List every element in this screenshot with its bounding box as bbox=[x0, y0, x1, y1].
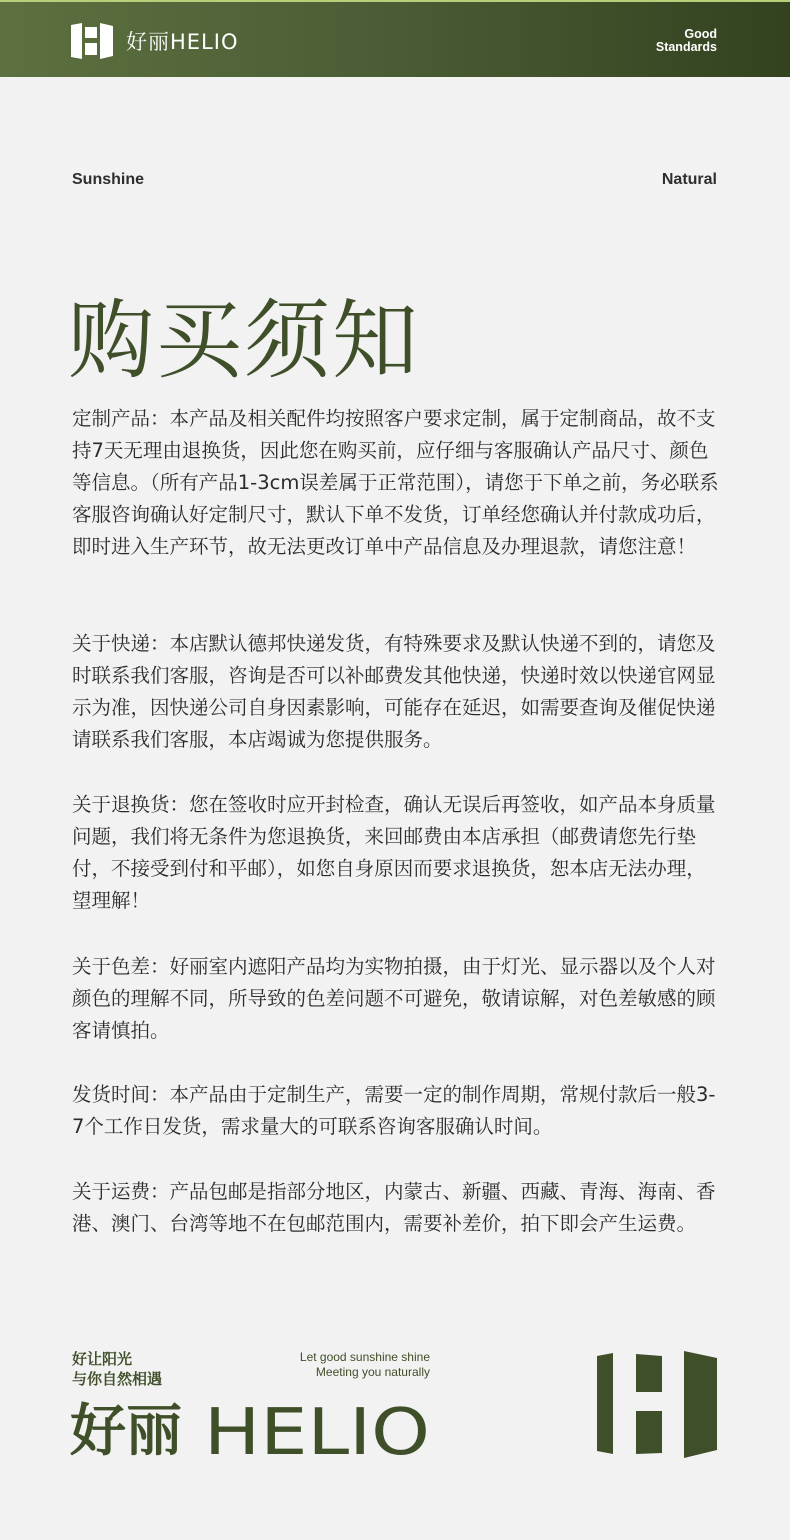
footer-helio-mark-icon bbox=[596, 1350, 720, 1460]
header-brand-en: HELIO bbox=[170, 30, 239, 54]
header-brand-name bbox=[126, 26, 238, 56]
helio-logo-icon bbox=[70, 21, 114, 61]
tagline-line1: Good bbox=[684, 27, 717, 41]
notice-delivery: 关于快递：本店默认德邦快递发货，有特殊要求及默认快递不到的，请您及时联系我们客服，咨询是否可以补邮费发其他快递，快递时效以快递官网显示为准，因快递公司自身因素影响，可能存在延迟，如需要查询及催促快递请联系我们客服，本店竭诚为您提供服务。 bbox=[72, 632, 716, 751]
footer-slogan-en bbox=[250, 1350, 430, 1380]
footer-slogan-cn bbox=[72, 1349, 162, 1389]
slogan-cn-line1: 好让阳光 bbox=[72, 1350, 133, 1368]
header-bar bbox=[0, 0, 790, 77]
notice-shipping-fee: 关于运费：产品包邮是指部分地区，内蒙古、新疆、西藏、青海、海南、香港、澳门、台湾等地不在包邮范围内，需要补差价，拍下即会产生运费。 bbox=[72, 1180, 716, 1235]
footer-brand-en: HELIO bbox=[204, 1398, 430, 1460]
footer-brand-wordmark bbox=[70, 1398, 440, 1460]
header-brand-cn: 好丽 bbox=[126, 30, 170, 54]
slogan-en-line2: Meeting you naturally bbox=[315, 1365, 430, 1379]
header-logo[interactable] bbox=[70, 21, 238, 61]
slogan-en-line1: Let good sunshine shine bbox=[299, 1350, 430, 1364]
header-tagline bbox=[656, 28, 717, 54]
tagline-line2: Standards bbox=[655, 40, 717, 54]
notice-shipping-time: 发货时间：本产品由于定制生产，需要一定的制作周期，常规付款后一般3-7个工作日发货，需求量大的可联系咨询客服确认时间。 bbox=[72, 1083, 716, 1138]
notice-color-difference: 关于色差：好丽室内遮阳产品均为实物拍摄，由于灯光、显示器以及个人对颜色的理解不同，所导致的色差问题不可避免，敬请谅解，对色差敏感的顾客请慎拍。 bbox=[72, 955, 716, 1042]
kicker-left: Sunshine bbox=[72, 171, 145, 188]
notice-custom-products: 定制产品：本产品及相关配件均按照客户要求定制，属于定制商品，故不支持7天无理由退换货，因此您在购买前，应仔细与客服确认产品尺寸、颜色等信息。（所有产品1-3cm误差属于正常范围），请您于下单之前，务必联系客服咨询确认好定制尺寸，默认下单不发货，订单经您确认并付款成功后，即时进入生产环节，故无法更改订单中产品信息及办理退款，请您注意！ bbox=[72, 407, 719, 558]
page-title: 购买须知 bbox=[68, 290, 420, 391]
footer-brand-cn: 好丽 bbox=[70, 1399, 182, 1460]
slogan-cn-line2: 与你自然相遇 bbox=[72, 1370, 163, 1388]
notice-returns: 关于退换货：您在签收时应开封检查，确认无误后再签收，如产品本身质量问题，我们将无条件为您退换货，来回邮费由本店承担（邮费请您先行垫付，不接受到付和平邮），如您自身原因而要求退换货，恕本店无法办理，望理解！ bbox=[72, 793, 716, 912]
kicker-right: Natural bbox=[661, 171, 717, 188]
